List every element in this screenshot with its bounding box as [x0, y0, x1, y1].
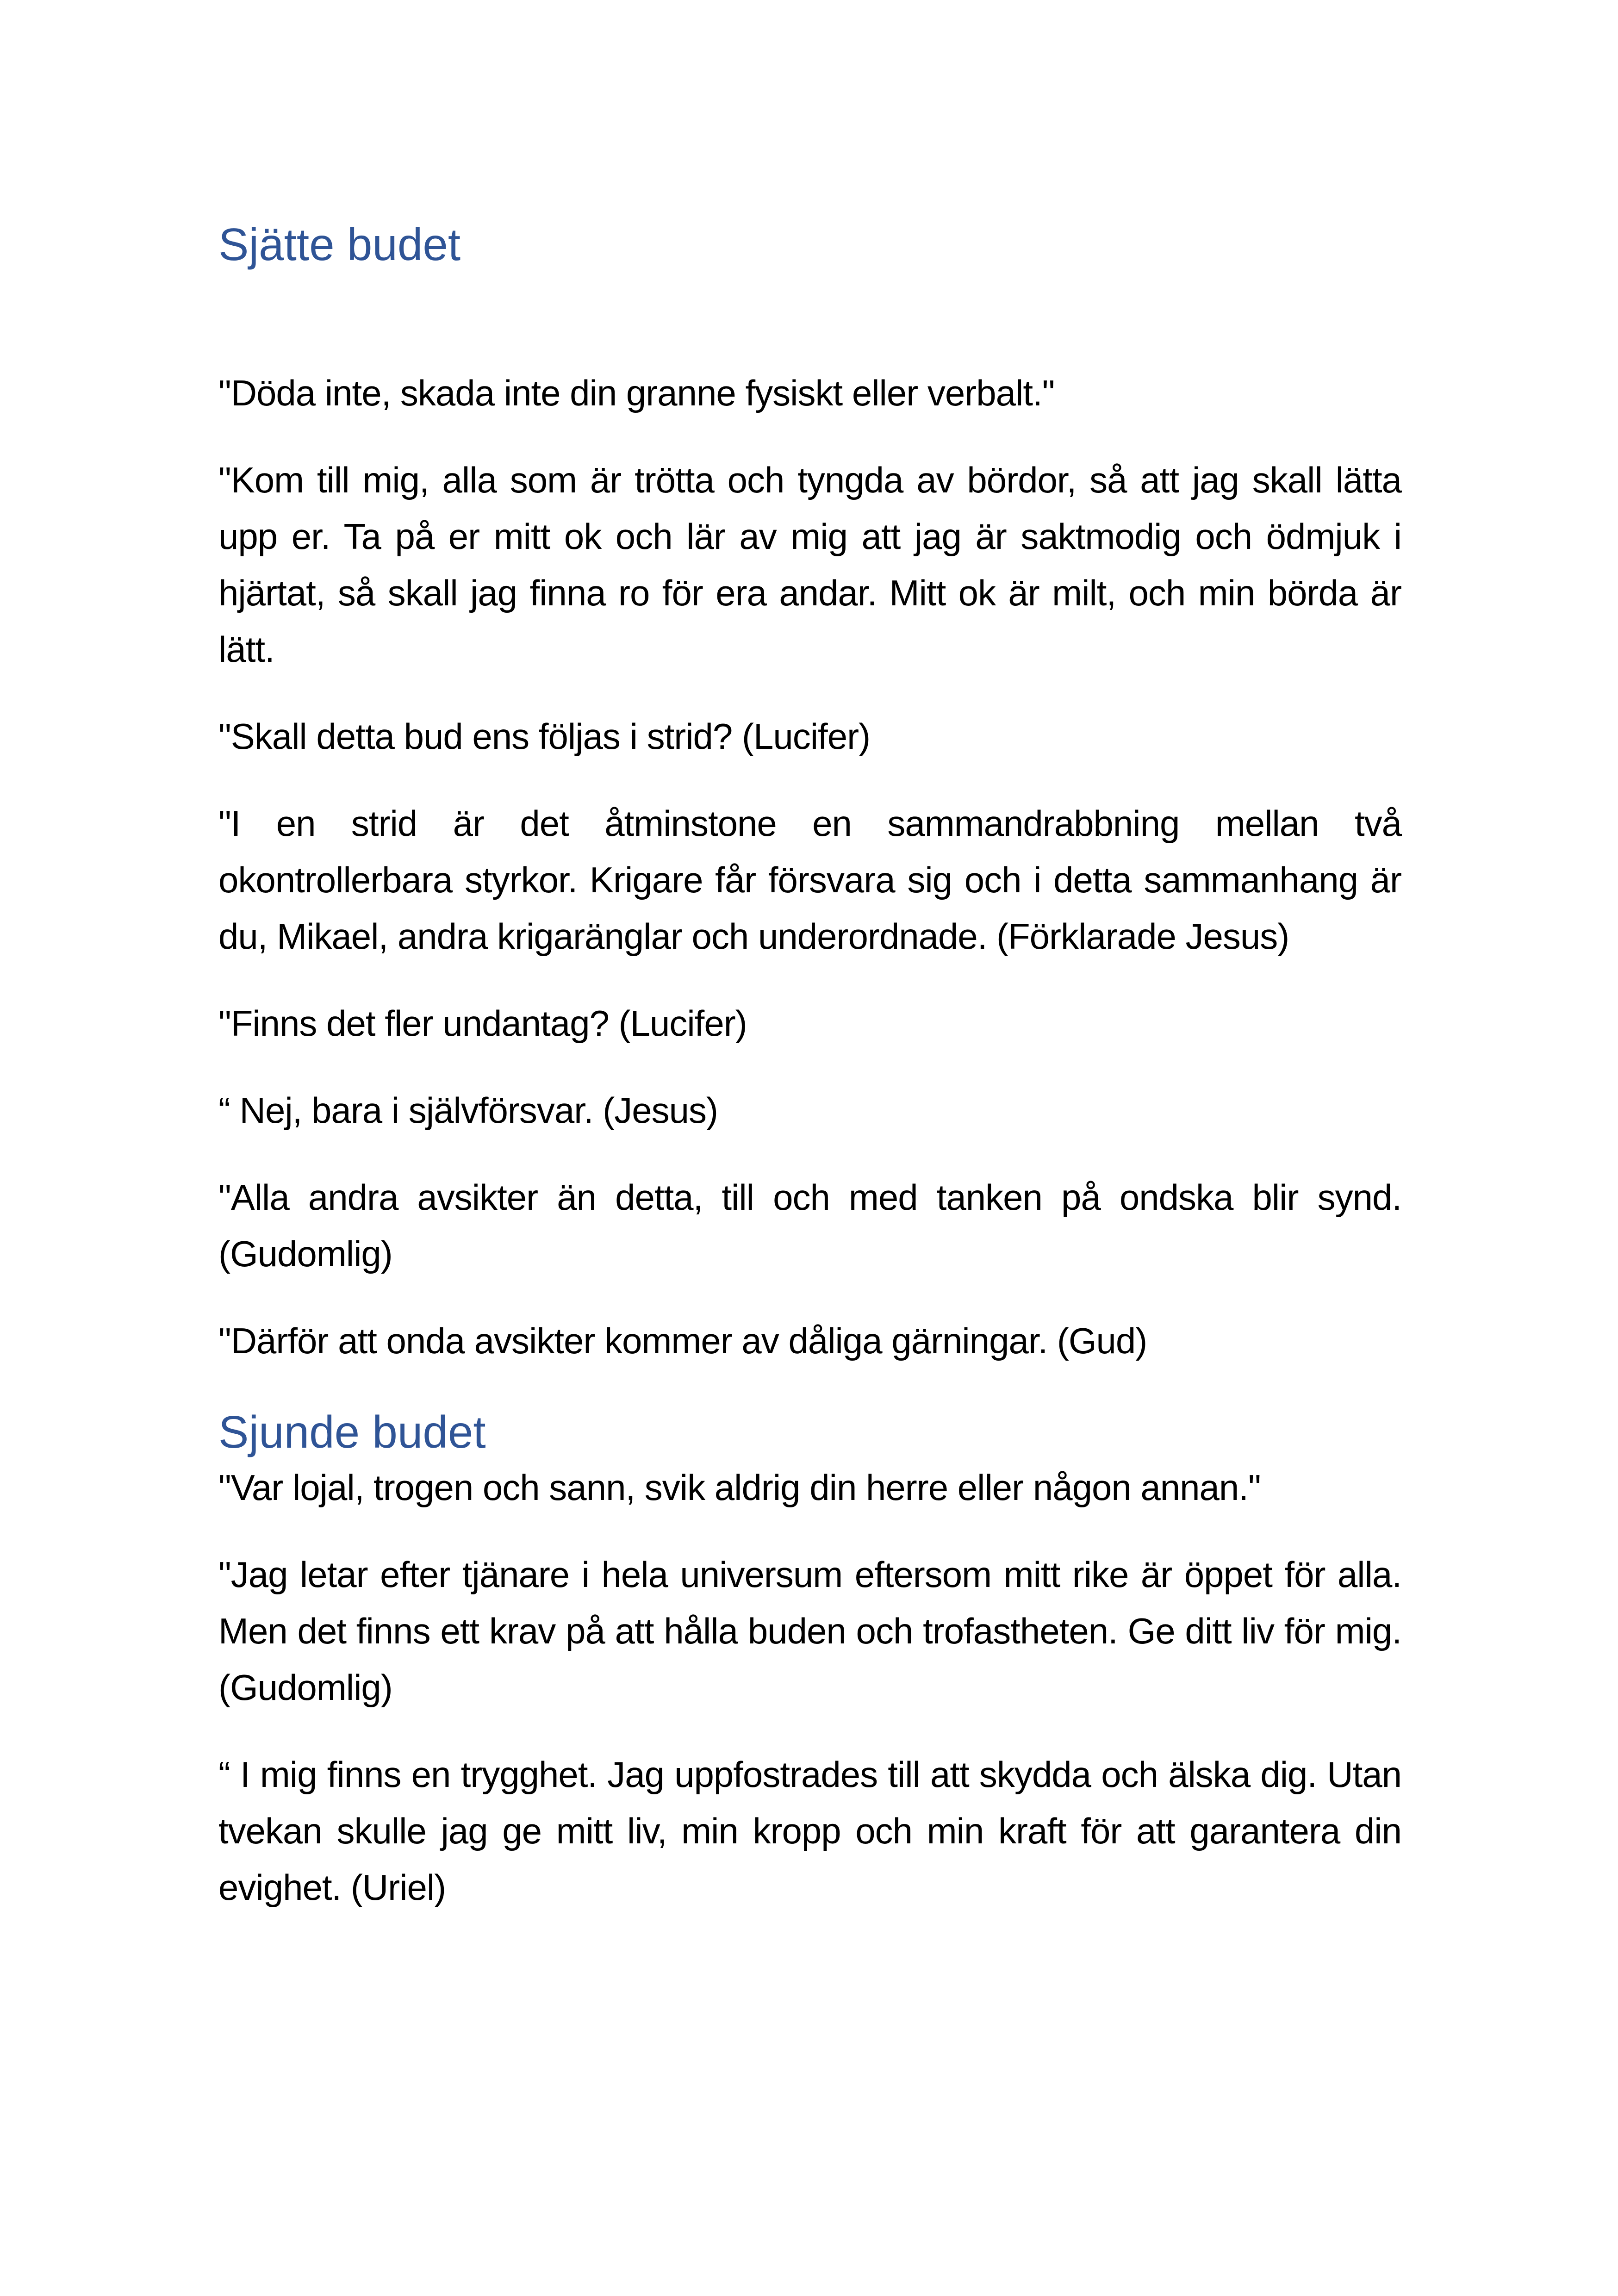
section-heading-sjunde-budet: Sjunde budet	[218, 1406, 486, 1457]
section-heading-sjatte-budet: Sjätte budet	[218, 219, 461, 270]
paragraph: "I en strid är det åtminstone en sammandrabbning mellan två okontrollerbara styrkor. Krigare får försvara sig och i detta sammanhang är du, Mikael, andra krigaränglar och underordnade. (Förklarade Jesus)	[218, 803, 1401, 957]
paragraph: "Därför att onda avsikter kommer av dåliga gärningar. (Gud)	[218, 1320, 1147, 1361]
paragraph: "Var lojal, trogen och sann, svik aldrig din herre eller någon annan."	[218, 1467, 1261, 1508]
paragraph: "Finns det fler undantag? (Lucifer)	[218, 1002, 747, 1044]
paragraph: "Alla andra avsikter än detta, till och med tanken på ondska blir synd. (Gudomlig)	[218, 1176, 1401, 1274]
paragraph: “ I mig finns en trygghet. Jag uppfostrades till att skydda och älska dig. Utan tvekan skulle jag ge mitt liv, min kropp och min kraft för att garantera din evighet. (Uriel)	[218, 1754, 1401, 1908]
paragraph: "Skall detta bud ens följas i strid? (Lucifer)	[218, 716, 871, 757]
page-content	[218, 218, 1401, 1916]
paragraph: "Jag letar efter tjänare i hela universum eftersom mitt rike är öppet för alla. Men det finns ett krav på att hålla buden och trofastheten. Ge ditt liv för mig. (Gudomlig)	[218, 1554, 1401, 1708]
paragraph: “ Nej, bara i självförsvar. (Jesus)	[218, 1089, 718, 1131]
paragraph: "Döda inte, skada inte din granne fysiskt eller verbalt."	[218, 372, 1055, 413]
paragraph: "Kom till mig, alla som är trötta och tyngda av bördor, så att jag skall lätta upp er. Ta på er mitt ok och lär av mig att jag är saktmodig och ödmjuk i hjärtat, så skall jag finna ro för era andar. Mitt ok är milt, och min börda är lätt.	[218, 459, 1401, 670]
